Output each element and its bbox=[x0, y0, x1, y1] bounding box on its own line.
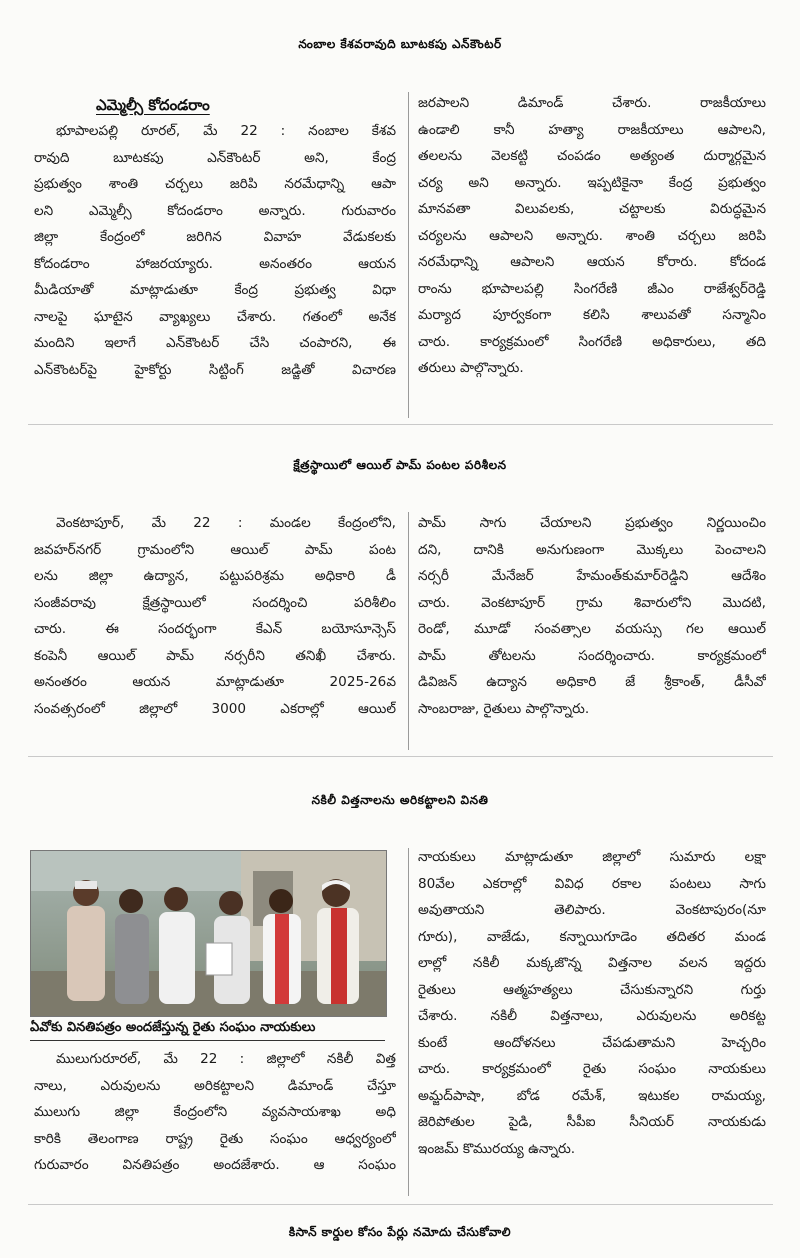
headline-article-2: క్షేత్రస్థాయిలో ఆయిల్ పామ్ పంటల పరిశీలన bbox=[293, 458, 507, 472]
text-line: నర్సరీ మేనేజర్ హేమంత్‌కుమార్‌రెడ్డిని ఆదేశిం bbox=[418, 568, 766, 584]
group-photo-illustration bbox=[31, 851, 386, 1016]
text-line: నాలపై ఘాటైన వ్యాఖ్యలు చేశారు. గతంలో అనేక bbox=[34, 308, 396, 325]
text-line: జవహర్‌నగర్ గ్రామంలోని ఆయిల్ పామ్ పంట bbox=[34, 541, 396, 558]
text-line: లని ఎమ్మెల్సీ కోదండరాం అన్నారు. గురువారం bbox=[34, 202, 396, 219]
section-rule bbox=[28, 1204, 773, 1205]
text-line: ఉండాలి కానీ హత్యా రాజకీయాలు ఆపాలని, bbox=[418, 121, 766, 138]
text-line: తరులు పాల్గొన్నారు. bbox=[418, 360, 524, 376]
text-line: గురువారం వినతిపత్రం అందజేశారు. ఆ సంఘం bbox=[34, 1157, 396, 1173]
headline-article-1: నంబాల కేశవరావుది బూటకపు ఎన్‌కౌంటర్ bbox=[298, 37, 502, 51]
text-line: రాంను భూపాలపల్లి సింగరేణి జీఎం రాజేశ్వర్‌రెడ్డి bbox=[418, 280, 766, 297]
text-line: అవుతాయని తెలిపారు. వెంకటాపురం(నూ bbox=[418, 902, 766, 918]
text-line: 80వేల ఎకరాల్లో వివిధ రకాల పంటలు సాగు bbox=[418, 875, 766, 892]
section-rule bbox=[28, 424, 773, 425]
text-line: నరమేధాన్ని ఆపాలని ఆయన కోరారు. కోదండ bbox=[418, 254, 766, 270]
text-line: చారు. వెంకటాపూర్ గ్రామ శివారులోని మొదటి, bbox=[418, 594, 766, 611]
article-3-left-column bbox=[34, 1046, 396, 1179]
text-line: మీడియాతో మాట్లాడుతూ కేంద్ర ప్రభుత్వ విధా bbox=[34, 282, 396, 298]
text-line: పామ్ తోటలను సందర్శించారు. కార్యక్రమంలో bbox=[418, 647, 766, 664]
text-line: ఎన్‌కౌంటర్‌పై హైకోర్టు సిట్టింగ్ జడ్జితో విచారణ bbox=[34, 361, 396, 378]
text-line: అనంతరం ఆయన మాట్లాడుతూ 2025-26వ bbox=[34, 674, 396, 690]
text-line: జెరిపోతుల పైడి, సీపీఐ సీనియర్ నాయకుడు bbox=[418, 1114, 766, 1130]
text-line: సంవత్సరంలో జిల్లాలో 3000 ఎకరాల్లో ఆయిల్ bbox=[34, 700, 396, 717]
text-line: రెండో, మూడో సంవత్సాల వయస్సు గల ఆయిల్ bbox=[418, 621, 766, 637]
column-divider bbox=[408, 848, 409, 1196]
section-rule bbox=[28, 756, 773, 757]
text-line: కంపెనీ ఆయిల్ పామ్ నర్సరీని తనిఖీ చేశారు. bbox=[34, 647, 396, 664]
byline: ఎమ్మెల్సీ కోదండరాం bbox=[96, 96, 210, 114]
text-line: చేశారు. నకిలీ విత్తనాలు, ఎరువులను అరికట్ట bbox=[418, 1008, 766, 1024]
text-line: సంజీవరావు క్షేత్రస్థాయిలో సందర్శించి పరిశీలిం bbox=[34, 594, 396, 611]
column-divider bbox=[408, 92, 409, 418]
text-line: వెంకటాపూర్, మే 22 : మండల కేంద్రంలోని, bbox=[56, 515, 396, 531]
text-line: భూపాలపల్లి రూరల్, మే 22 : నంబాల కేశవ bbox=[56, 123, 396, 139]
text-line: అమ్జద్‌పాషా, బోడ రమేశ్, ఇటుకల రామయ్య, bbox=[418, 1087, 766, 1104]
text-line: దని, దానికి అనుగుణంగా మొక్కలు పెంచాలని bbox=[418, 541, 766, 558]
text-line: నాలు, ఎరువులను అరికట్టాలని డిమాండ్ చేస్తూ bbox=[34, 1077, 396, 1094]
text-line: డివిజన్ ఉద్యాన అధికారి జే శ్రీకాంత్, డీసీవో bbox=[418, 674, 766, 690]
text-line: కోదండరాం హాజరయ్యారు. అనంతరం ఆయన bbox=[34, 255, 396, 272]
news-photo bbox=[30, 850, 387, 1017]
article-2-right-column bbox=[418, 510, 766, 722]
column-divider bbox=[408, 512, 409, 750]
text-line: రావుది బూటకపు ఎన్‌కౌంటర్ అని, కేంద్ర bbox=[34, 149, 396, 166]
text-line: గూరు), వాజేడు, కన్నాయిగూడెం తదితర మండ bbox=[418, 928, 766, 945]
text-line: మానవతా విలువలకు, చట్టాలకు విరుద్ధమైన bbox=[418, 201, 766, 217]
text-line: నాయకులు మాట్లాడుతూ జిల్లాలో సుమారు లక్షా bbox=[418, 849, 766, 865]
text-line: ఇంజమ్ కొమురయ్య ఉన్నారు. bbox=[418, 1140, 576, 1157]
text-line: ములుగురూరల్, మే 22 : జిల్లాలో నకిలీ విత్త bbox=[56, 1051, 396, 1067]
headline-article-4: కిసాన్ కార్డుల కోసం పేర్లు నమోదు చేసుకోవాలి bbox=[288, 1225, 512, 1239]
text-line: ములుగు జిల్లా కేంద్రంలోని వ్యవసాయశాఖ అధి bbox=[34, 1104, 396, 1120]
text-line: మర్యాద పూర్వకంగా కలిసి శాలువతో సన్మానిం bbox=[418, 307, 766, 323]
text-line: తలలను వెలకట్టి చంపడం అత్యంత దుర్మార్గమైన bbox=[418, 148, 766, 164]
text-line: రైతులు ఆత్మహత్యలు చేసుకున్నారని గుర్తు bbox=[418, 981, 766, 998]
article-1-right-column bbox=[418, 90, 766, 382]
text-line: సాంబరాజు, రైతులు పాల్గొన్నారు. bbox=[418, 700, 590, 717]
text-line: లను జిల్లా ఉద్యాన, పట్టుపరిశ్రమ అధికారి డీ bbox=[34, 568, 396, 584]
article-3-right-column bbox=[418, 844, 766, 1162]
text-line: జిల్లా కేంద్రంలో జరిగిన వివాహ వేడుకలకు bbox=[34, 229, 396, 245]
text-line: జరపాలని డిమాండ్ చేశారు. రాజకీయాలు bbox=[418, 95, 766, 111]
text-line: చారు. కార్యక్రమంలో సింగరేణి అధికారులు, తది bbox=[418, 333, 766, 350]
headline-article-3: నకిలీ విత్తనాలను అరికట్టాలని వినతి bbox=[311, 793, 489, 807]
text-line: చర్యలను ఆపాలని అన్నారు. శాంతి చర్చలు జరిపి bbox=[418, 227, 766, 244]
text-line: పామ్ సాగు చేయాలని ప్రభుత్వం నిర్ణయించిం bbox=[418, 515, 766, 531]
article-1-left-column bbox=[34, 118, 396, 383]
text-line: మందిని ఇలాగే ఎన్‌కౌంటర్ చేసి చంపారని, ఈ bbox=[34, 335, 396, 351]
photo-caption: ఏవోకు వినతిపత్రం అందజేస్తున్న రైతు సంఘం నాయకులు bbox=[30, 1016, 385, 1041]
text-line: లాల్లో నకిలీ మక్కజొన్న విత్తనాల వలన ఇద్దరు bbox=[418, 955, 766, 971]
article-2-left-column bbox=[34, 510, 396, 722]
text-line: చారు. ఈ సందర్భంగా కేఎన్ బయోసూన్సెస్ bbox=[34, 621, 396, 637]
text-line: ప్రభుత్వం శాంతి చర్చలు జరిపి నరమేధాన్ని ఆపా bbox=[34, 176, 396, 192]
text-line: చర్య అని అన్నారు. ఇప్పటికైనా కేంద్ర ప్రభుత్వం bbox=[418, 174, 766, 191]
text-line: చారు. కార్యక్రమంలో రైతు సంఘం నాయకులు bbox=[418, 1061, 766, 1077]
text-line: కారికి తెలంగాణ రాష్ట్ర రైతు సంఘం ఆధ్వర్యంలో bbox=[34, 1130, 396, 1147]
text-line: కుంటే ఆందోళనలు చేపడుతామని హెచ్చరిం bbox=[418, 1034, 766, 1051]
